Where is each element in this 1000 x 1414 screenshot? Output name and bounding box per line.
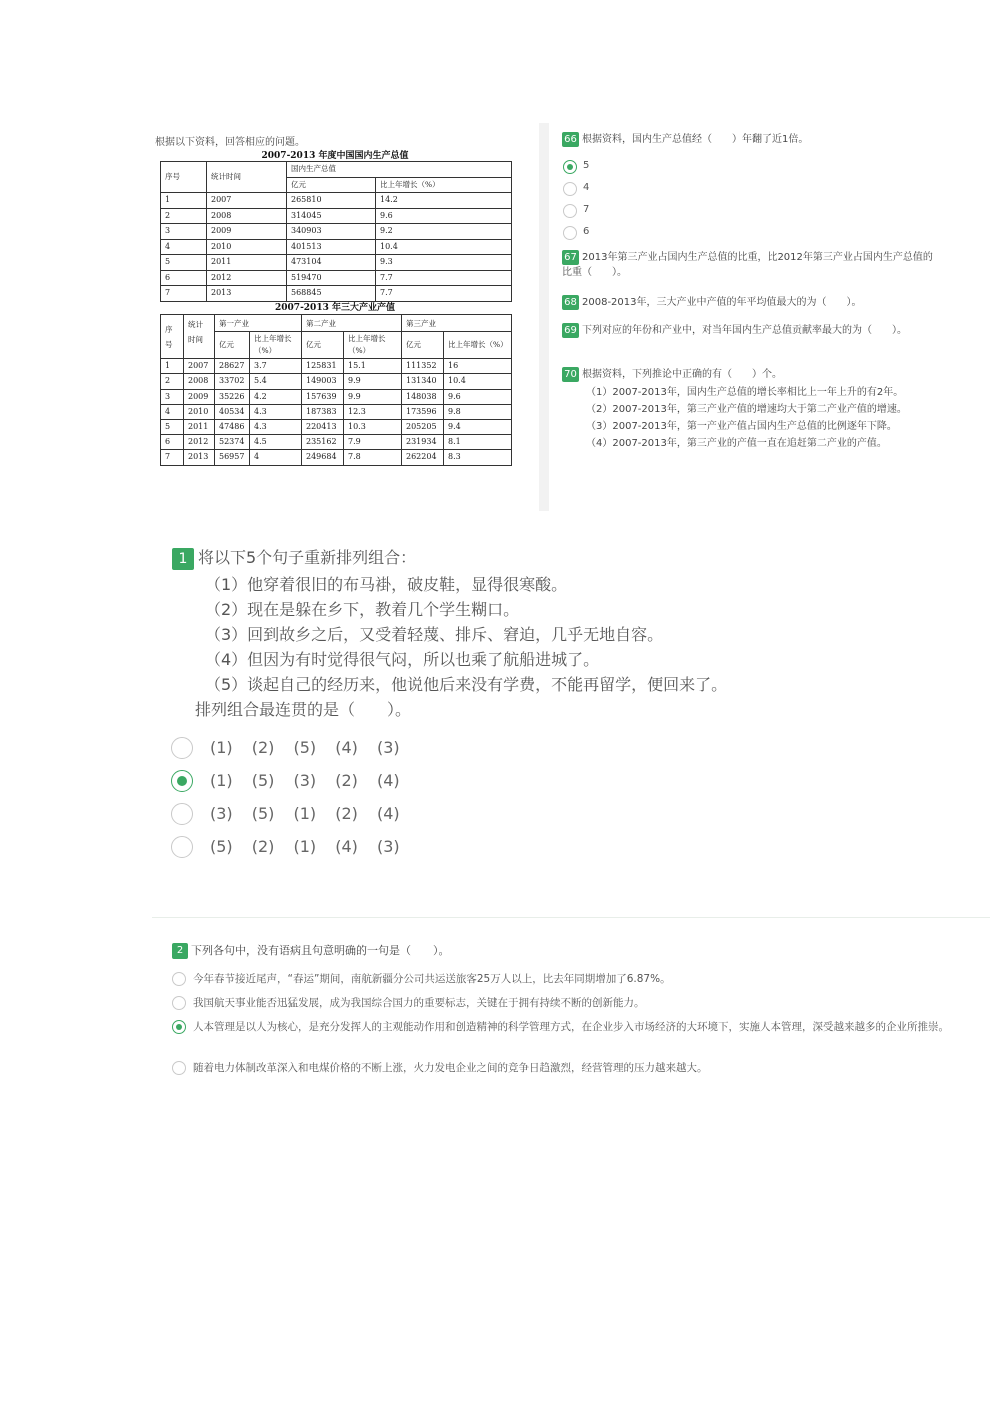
table-cell: 9.4 xyxy=(444,419,512,434)
material-intro: 根据以下资料，回答相应的问题。 xyxy=(155,137,305,148)
table-cell: 401513 xyxy=(287,239,376,255)
sentence: （1）他穿着很旧的布马褂，破皮鞋，显得很寒酸。 xyxy=(205,575,568,594)
table-cell: 9.3 xyxy=(376,255,512,271)
table-cell: 1 xyxy=(161,193,207,209)
statement: （4）2007-2013年，第三产业的产值一直在追赶第二产业的产值。 xyxy=(586,438,887,449)
table-cell: 111352 xyxy=(402,359,444,374)
question-number-badge: 2 xyxy=(172,943,188,959)
table-cell: 187383 xyxy=(302,404,344,419)
table-cell: 2012 xyxy=(207,270,287,286)
table-cell: 2011 xyxy=(207,255,287,271)
table2-title: 2007-2013 年三大产业产值 xyxy=(275,303,395,313)
table-cell: 9.6 xyxy=(444,389,512,404)
option-radio[interactable] xyxy=(563,204,577,218)
option-label[interactable]: 人本管理是以人为核心，是充分发挥人的主观能动作用和创造精神的科学管理方式，在企业步入市场经济的大环境下，实施人本管理，深受越来越多的企业所推崇。 xyxy=(193,1021,949,1033)
table-cell: 4 xyxy=(161,404,184,419)
question-number-badge: 69 xyxy=(562,323,579,338)
table-row xyxy=(161,404,512,419)
table-cell: 2012 xyxy=(184,435,215,450)
question-text: 2008-2013年，三大产业中产值的年平均值最大的为（ ）。 xyxy=(582,297,862,308)
th-growth: 比上年增长（%） xyxy=(376,177,512,193)
table-cell: 4.3 xyxy=(250,419,302,434)
table-cell: 7 xyxy=(161,450,184,465)
table-cell: 2008 xyxy=(184,374,215,389)
question-text: 将以下5个句子重新排列组合： xyxy=(198,548,417,567)
option-label[interactable]: 4 xyxy=(583,182,590,193)
table-cell: 314045 xyxy=(287,208,376,224)
table-cell: 473104 xyxy=(287,255,376,271)
table-cell: 7.7 xyxy=(376,286,512,302)
table-cell: 47486 xyxy=(215,419,250,434)
table-cell: 2013 xyxy=(184,450,215,465)
option-radio[interactable] xyxy=(172,1020,186,1034)
table-cell: 249684 xyxy=(302,450,344,465)
question-66 xyxy=(562,132,942,147)
table-cell: 157639 xyxy=(302,389,344,404)
table-cell: 5 xyxy=(161,255,207,271)
question-text: 2013年第三产业占国内生产总值的比重，比2012年第三产业占国内生产总值的比重（ ）。 xyxy=(562,252,933,278)
table-cell: 262204 xyxy=(402,450,444,465)
table-cell: 2010 xyxy=(207,239,287,255)
table-row xyxy=(161,255,512,271)
option-label[interactable]: (5) (2) (1) (4) (3) xyxy=(210,837,400,856)
th2-unit: 亿元 xyxy=(302,332,344,359)
th-gdp: 国内生产总值 xyxy=(287,162,512,178)
question-text: 下列各句中，没有语病且句意明确的一句是（ ）。 xyxy=(191,944,450,957)
option-radio[interactable] xyxy=(563,226,577,240)
question-1-ask: 排列组合最连贯的是（ ）。 xyxy=(195,700,412,719)
table-cell: 10.3 xyxy=(344,419,402,434)
table-cell: 6 xyxy=(161,435,184,450)
table-row xyxy=(161,419,512,434)
table-row xyxy=(161,389,512,404)
option-label[interactable]: (1) (2) (5) (4) (3) xyxy=(210,738,400,757)
table-cell: 4.3 xyxy=(250,404,302,419)
table-cell: 2011 xyxy=(184,419,215,434)
gdp-table xyxy=(160,161,512,302)
table-cell: 35226 xyxy=(215,389,250,404)
question-text: 根据资料，下列推论中正确的有（ ）个。 xyxy=(582,369,782,380)
question-number-badge: 1 xyxy=(172,548,194,570)
table-cell: 2 xyxy=(161,208,207,224)
option-radio[interactable] xyxy=(172,972,186,986)
question-67 xyxy=(562,250,942,280)
table-cell: 4.5 xyxy=(250,435,302,450)
table-cell: 205205 xyxy=(402,419,444,434)
table-cell: 7.7 xyxy=(376,270,512,286)
table-cell: 3.7 xyxy=(250,359,302,374)
statement: （3）2007-2013年，第一产业产值占国内生产总值的比例逐年下降。 xyxy=(586,421,897,432)
table-cell: 8.1 xyxy=(444,435,512,450)
table-cell: 9.2 xyxy=(376,224,512,240)
table-cell: 3 xyxy=(161,389,184,404)
sentence: （5）谈起自己的经历来，他说他后来没有学费，不能再留学，便回来了。 xyxy=(205,675,728,694)
option-radio[interactable] xyxy=(172,1061,186,1075)
th2-unit: 亿元 xyxy=(402,332,444,359)
panel-scrollbar[interactable] xyxy=(539,123,549,511)
question-text: 根据资料，国内生产总值经（ ）年翻了近1倍。 xyxy=(582,134,809,145)
table-cell: 56957 xyxy=(215,450,250,465)
table-cell: 10.4 xyxy=(376,239,512,255)
option-radio[interactable] xyxy=(171,803,193,825)
table-cell: 9.8 xyxy=(444,404,512,419)
table-cell: 235162 xyxy=(302,435,344,450)
table1-title: 2007-2013 年度中国国内生产总值 xyxy=(261,151,409,161)
table-cell: 125831 xyxy=(302,359,344,374)
table-cell: 2007 xyxy=(184,359,215,374)
sentence: （4）但因为有时觉得很气闷，所以也乘了航船进城了。 xyxy=(205,650,600,669)
table-cell: 2007 xyxy=(207,193,287,209)
option-label[interactable]: 我国航天事业能否迅猛发展，成为我国综合国力的重要标志，关键在于拥有持续不断的创新能力。 xyxy=(193,997,645,1009)
table-cell: 231934 xyxy=(402,435,444,450)
question-number-badge: 70 xyxy=(562,367,579,382)
option-radio[interactable] xyxy=(172,996,186,1010)
table-cell: 6 xyxy=(161,270,207,286)
table-cell: 14.2 xyxy=(376,193,512,209)
table-cell: 2 xyxy=(161,374,184,389)
table-cell: 5 xyxy=(161,419,184,434)
sentence: （3）回到故乡之后，又受着轻蔑、排斥、窘迫，几乎无地自容。 xyxy=(205,625,664,644)
table-cell: 2009 xyxy=(207,224,287,240)
option-label[interactable]: (3) (5) (1) (2) (4) xyxy=(210,804,400,823)
table-cell: 16 xyxy=(444,359,512,374)
option-radio[interactable] xyxy=(563,160,577,174)
table-cell: 12.3 xyxy=(344,404,402,419)
table-cell: 3 xyxy=(161,224,207,240)
table-cell: 10.4 xyxy=(444,374,512,389)
table-cell: 148038 xyxy=(402,389,444,404)
option-label[interactable]: 随着电力体制改革深入和电煤价格的不断上涨，火力发电企业之间的竞争日趋激烈，经营管理的压力越来越大。 xyxy=(193,1062,708,1074)
th2-period: 统计时间 xyxy=(184,315,215,359)
th2-seq: 序号 xyxy=(161,315,184,359)
question-1-title xyxy=(172,545,416,570)
table-cell: 1 xyxy=(161,359,184,374)
table-cell: 2010 xyxy=(184,404,215,419)
table-cell: 340903 xyxy=(287,224,376,240)
table-row xyxy=(161,286,512,302)
table-cell: 4 xyxy=(250,450,302,465)
question-text: 下列对应的年份和产业中，对当年国内生产总值贡献率最大的为（ ）。 xyxy=(582,325,907,336)
table-cell: 519470 xyxy=(287,270,376,286)
option-label[interactable]: (1) (5) (3) (2) (4) xyxy=(210,771,400,790)
table-row xyxy=(161,193,512,209)
table-cell: 2009 xyxy=(184,389,215,404)
table-cell: 149003 xyxy=(302,374,344,389)
table-cell: 33702 xyxy=(215,374,250,389)
table-row xyxy=(161,435,512,450)
table-cell: 7 xyxy=(161,286,207,302)
table-cell: 15.1 xyxy=(344,359,402,374)
statement: （1）2007-2013年，国内生产总值的增长率相比上一年上升的有2年。 xyxy=(586,387,904,398)
th2-growth: 比上年增长（%） xyxy=(250,332,302,359)
table-cell: 9.9 xyxy=(344,374,402,389)
table-cell: 173596 xyxy=(402,404,444,419)
table-cell: 5.4 xyxy=(250,374,302,389)
table-cell: 7.9 xyxy=(344,435,402,450)
option-label[interactable]: 5 xyxy=(583,160,590,171)
option-label[interactable]: 6 xyxy=(583,226,590,237)
th2-growth: 比上年增长（%） xyxy=(444,332,512,359)
question-number-badge: 66 xyxy=(562,132,579,147)
table-row xyxy=(161,224,512,240)
table-row xyxy=(161,450,512,465)
option-radio[interactable] xyxy=(171,737,193,759)
table-row xyxy=(161,270,512,286)
th2-primary: 第一产业 xyxy=(215,315,302,332)
table-row xyxy=(161,374,512,389)
table-cell: 2013 xyxy=(207,286,287,302)
question-2-title xyxy=(172,942,450,959)
question-70 xyxy=(562,367,942,382)
table-cell: 220413 xyxy=(302,419,344,434)
table-cell: 8.3 xyxy=(444,450,512,465)
table-row xyxy=(161,239,512,255)
th2-unit: 亿元 xyxy=(215,332,250,359)
th-unit: 亿元 xyxy=(287,177,376,193)
table-cell: 4 xyxy=(161,239,207,255)
question-number-badge: 67 xyxy=(562,250,579,265)
th2-secondary: 第二产业 xyxy=(302,315,402,332)
option-label[interactable]: 7 xyxy=(583,204,590,215)
question-number-badge: 68 xyxy=(562,295,579,310)
sentence: （2）现在是躲在乡下，教着几个学生糊口。 xyxy=(205,600,520,619)
table-cell: 568845 xyxy=(287,286,376,302)
option-label[interactable]: 今年春节接近尾声，“春运”期间，南航新疆分公司共运送旅客25万人以上，比去年同期增加了6.87%。 xyxy=(193,973,671,985)
industry-table xyxy=(160,314,512,466)
question-68 xyxy=(562,295,942,310)
table-cell: 52374 xyxy=(215,435,250,450)
table-cell: 9.6 xyxy=(376,208,512,224)
th2-growth: 比上年增长（%） xyxy=(344,332,402,359)
table-cell: 131340 xyxy=(402,374,444,389)
th-seq: 序号 xyxy=(161,162,207,193)
th-period: 统计时间 xyxy=(207,162,287,193)
table-cell: 40534 xyxy=(215,404,250,419)
table-cell: 265810 xyxy=(287,193,376,209)
table-cell: 2008 xyxy=(207,208,287,224)
question-69 xyxy=(562,323,922,338)
option-radio[interactable] xyxy=(171,836,193,858)
table-cell: 7.8 xyxy=(344,450,402,465)
th2-tertiary: 第三产业 xyxy=(402,315,512,332)
statement: （2）2007-2013年，第三产业产值的增速均大于第二产业产值的增速。 xyxy=(586,404,907,415)
option-radio[interactable] xyxy=(171,770,193,792)
table-cell: 4.2 xyxy=(250,389,302,404)
section-divider xyxy=(152,917,990,918)
q70-statements xyxy=(586,384,907,452)
table-cell: 9.9 xyxy=(344,389,402,404)
table-row xyxy=(161,208,512,224)
table-cell: 28627 xyxy=(215,359,250,374)
option-radio[interactable] xyxy=(563,182,577,196)
table-row xyxy=(161,359,512,374)
